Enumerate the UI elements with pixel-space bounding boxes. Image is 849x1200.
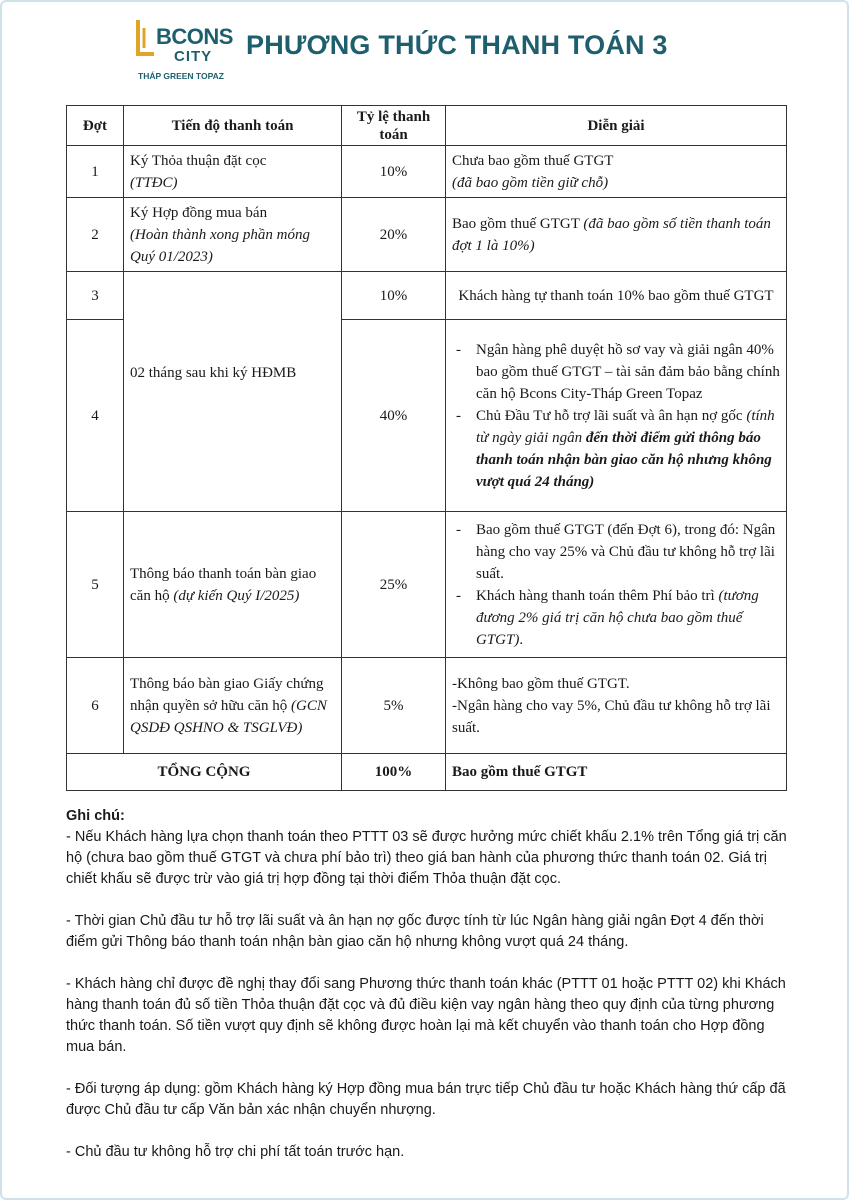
notes-title: Ghi chú: bbox=[66, 808, 125, 824]
row-tien-do bbox=[124, 198, 342, 272]
dien-giai-line: -Ngân hàng cho vay 5%, Chủ đầu tư không hỗ trợ lãi suất. bbox=[452, 697, 771, 736]
total-label: TỔNG CỘNG bbox=[67, 754, 342, 791]
tien-do-text: Ký Hợp đồng mua bán bbox=[130, 204, 268, 221]
dien-giai-text: Bao gồm thuế GTGT bbox=[452, 215, 580, 232]
bcons-city-logo bbox=[136, 18, 232, 86]
row-dien-giai: Khách hàng tự thanh toán 10% bao gồm thuế GTGT bbox=[446, 272, 787, 320]
row-tien-do bbox=[124, 658, 342, 754]
table-row bbox=[67, 512, 787, 658]
header-tien-do: Tiến độ thanh toán bbox=[124, 106, 342, 146]
row-ty-le: 20% bbox=[342, 198, 446, 272]
row-dot: 5 bbox=[67, 512, 124, 658]
row-tien-do-merged: 02 tháng sau khi ký HĐMB bbox=[124, 272, 342, 512]
list-item: - Ngân hàng phê duyệt hồ sơ vay và giải ngân 40% bao gồm thuế GTGT – tài sản đảm bảo bằng chính căn hộ Bcons City-Tháp Green Topaz bbox=[476, 339, 780, 405]
dien-giai-list bbox=[452, 339, 780, 493]
row-ty-le: 10% bbox=[342, 146, 446, 198]
row-dien-giai bbox=[446, 658, 787, 754]
row-dot: 1 bbox=[67, 146, 124, 198]
logo-city: CITY bbox=[174, 48, 213, 65]
payment-table bbox=[66, 105, 787, 791]
total-ty-le: 100% bbox=[342, 754, 446, 791]
table-row bbox=[67, 146, 787, 198]
header-dien-giai: Diễn giải bbox=[446, 106, 787, 146]
row-ty-le: 5% bbox=[342, 658, 446, 754]
dien-giai-note: (đã bao gồm tiền giữ chỗ) bbox=[452, 174, 609, 191]
total-row bbox=[67, 754, 787, 791]
bullet-end: . bbox=[519, 631, 524, 648]
bullet-text: Chủ Đầu Tư hỗ trợ lãi suất và ân hạn nợ gốc bbox=[476, 407, 743, 424]
row-dot: 6 bbox=[67, 658, 124, 754]
bullet-italic: (tương đương 2% giá trị căn hộ chưa bao gồm thuế GTGT) bbox=[476, 587, 759, 648]
total-dien-giai: Bao gồm thuế GTGT bbox=[446, 754, 787, 791]
note-item: - Thời gian Chủ đầu tư hỗ trợ lãi suất và ân hạn nợ gốc được tính từ lúc Ngân hàng giải ngân Đợt 4 đến thời điểm gửi Thông báo thanh toán nhận bàn giao căn hộ nhưng không vượt quá 24 tháng. bbox=[66, 913, 764, 950]
note-item: - Nếu Khách hàng lựa chọn thanh toán theo PTTT 03 sẽ được hưởng mức chiết khấu 2.1% trên Tổng giá trị căn hộ (chưa bao gồm thuế GTGT và chưa phí bảo trì) theo giá ban hành của phương thức thanh toán 02. Giá trị chiết khấu sẽ được trừ vào giá trị hợp đồng tại thời điểm Thỏa thuận đặt cọc. bbox=[66, 829, 787, 887]
list-item: - Bao gồm thuế GTGT (đến Đợt 6), trong đó: Ngân hàng cho vay 25% và Chủ đầu tư không hỗ trợ lãi suất. bbox=[476, 519, 780, 585]
dien-giai-text: Chưa bao gồm thuế GTGT bbox=[452, 152, 614, 169]
list-item bbox=[476, 585, 780, 651]
row-dien-giai bbox=[446, 198, 787, 272]
page-title: PHƯƠNG THỨC THANH TOÁN 3 bbox=[246, 30, 668, 60]
bullet-bold-italic: đến thời điểm gửi thông báo thanh toán nhận bàn giao căn hộ nhưng không vượt quá 24 tháng) bbox=[476, 429, 772, 490]
row-dot: 3 bbox=[67, 272, 124, 320]
header-ty-le: Tỷ lệ thanh toán bbox=[342, 106, 446, 146]
row-ty-le: 10% bbox=[342, 272, 446, 320]
row-dien-giai bbox=[446, 512, 787, 658]
tien-do-note: (dự kiến Quý I/2025) bbox=[173, 587, 300, 604]
note-item: - Đối tượng áp dụng: gồm Khách hàng ký Hợp đồng mua bán trực tiếp Chủ đầu tư hoặc Khách hàng thứ cấp đã được Chủ đầu tư cấp Văn bản xác nhận chuyển nhượng. bbox=[66, 1081, 786, 1118]
tien-do-text: Ký Thỏa thuận đặt cọc bbox=[130, 152, 267, 169]
table-row bbox=[67, 658, 787, 754]
dien-giai-list bbox=[452, 519, 780, 651]
row-dien-giai bbox=[446, 146, 787, 198]
row-dot: 2 bbox=[67, 198, 124, 272]
bullet-text: Khách hàng thanh toán thêm Phí bảo trì bbox=[476, 587, 715, 604]
row-dot: 4 bbox=[67, 320, 124, 512]
row-ty-le: 40% bbox=[342, 320, 446, 512]
tien-do-note: (TTĐC) bbox=[130, 174, 178, 191]
notes-section bbox=[66, 806, 792, 1163]
bullet-italic: (tính từ ngày giải ngân bbox=[476, 407, 775, 446]
dien-giai-line: -Không bao gồm thuế GTGT. bbox=[452, 675, 630, 692]
header-dot: Đợt bbox=[67, 106, 124, 146]
row-tien-do bbox=[124, 146, 342, 198]
note-item: - Khách hàng chỉ được đề nghị thay đổi sang Phương thức thanh toán khác (PTTT 01 hoặc PTTT 02) khi Khách hàng thanh toán đủ số tiền Thỏa thuận đặt cọc và đủ điều kiện vay ngân hàng theo quy định của từng phương thức thanh toán. Số tiền vượt quy định sẽ không được hoàn lại mà kết chuyển vào thanh toán cho Hợp đồng mua bán. bbox=[66, 976, 786, 1055]
dien-giai-note: (đã bao gồm số tiền thanh toán đợt 1 là 10%) bbox=[452, 215, 771, 254]
table-row bbox=[67, 272, 787, 320]
table-row bbox=[67, 198, 787, 272]
list-item bbox=[476, 405, 780, 493]
row-tien-do bbox=[124, 512, 342, 658]
header bbox=[0, 0, 849, 100]
tien-do-note: (GCN QSDĐ QSHNO & TSGLVĐ) bbox=[130, 697, 327, 736]
tien-do-text: Thông báo thanh toán bàn giao căn hộ bbox=[130, 565, 317, 604]
row-ty-le: 25% bbox=[342, 512, 446, 658]
logo-subtitle: THÁP GREEN TOPAZ bbox=[138, 71, 224, 81]
tien-do-text: Thông báo bàn giao Giấy chứng nhận quyền sở hữu căn hộ bbox=[130, 675, 324, 714]
row-dien-giai bbox=[446, 320, 787, 512]
tien-do-note: (Hoàn thành xong phần móng Quý 01/2023) bbox=[130, 226, 310, 265]
note-item: - Chủ đầu tư không hỗ trợ chi phí tất toán trước hạn. bbox=[66, 1144, 405, 1160]
table-header-row bbox=[67, 106, 787, 146]
logo-brand: BCONS bbox=[156, 24, 233, 49]
